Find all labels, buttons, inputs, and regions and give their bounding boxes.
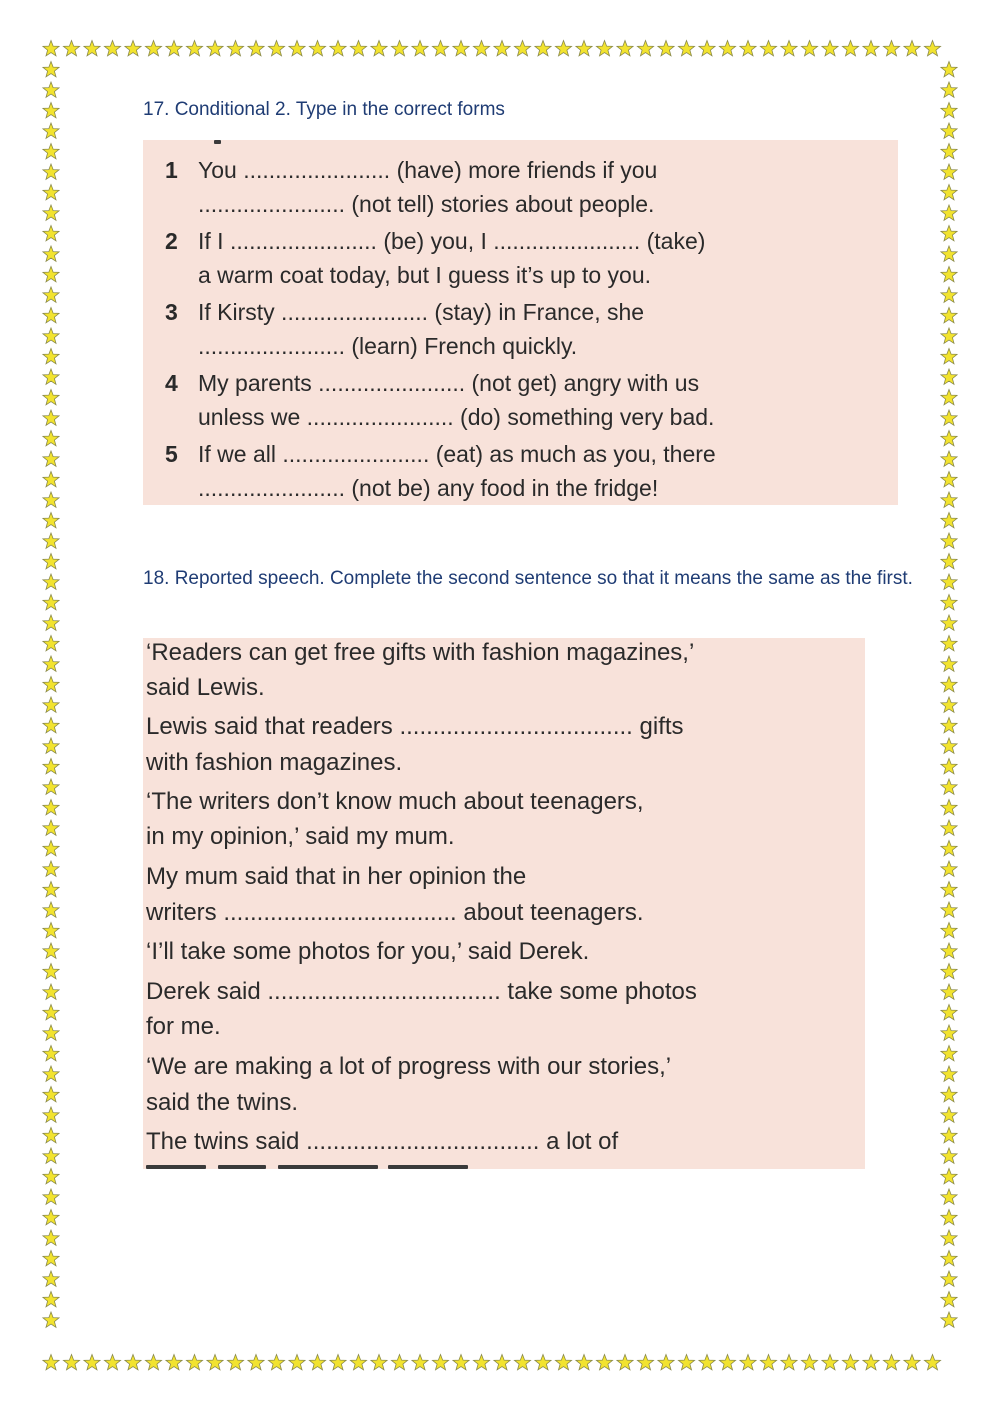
star-icon	[43, 287, 59, 302]
item-number: 2	[165, 228, 178, 254]
star-icon	[43, 718, 59, 733]
star-icon	[145, 41, 161, 56]
star-icon	[43, 472, 59, 487]
star-icon	[43, 1189, 59, 1204]
star-icon	[719, 1355, 735, 1370]
star-icon	[43, 513, 59, 528]
item-line-2: ....................... (not be) any food in the fridge!	[198, 475, 659, 501]
star-icon	[43, 185, 59, 200]
star-icon	[941, 410, 957, 425]
exercise-18-line: The twins said ................................... a lot of	[146, 1128, 619, 1155]
star-icon	[43, 328, 59, 343]
star-icon	[760, 41, 776, 56]
star-icon	[43, 267, 59, 282]
star-icon	[43, 1355, 59, 1370]
item-line-1: If we all ....................... (eat) as much as you, there	[198, 441, 716, 467]
star-icon	[941, 267, 957, 282]
star-icon	[941, 1292, 957, 1307]
exercise-18-line: ‘I’ll take some photos for you,’ said Derek.	[146, 938, 590, 965]
star-icon	[309, 41, 325, 56]
star-border-bottom-icon	[40, 1352, 960, 1374]
star-icon	[801, 41, 817, 56]
exercise-18-line: writers ................................... about teenagers.	[146, 899, 644, 926]
star-icon	[941, 574, 957, 589]
exercise-18-line: with fashion magazines.	[146, 749, 403, 776]
star-icon	[941, 718, 957, 733]
star-icon	[941, 1025, 957, 1040]
star-icon	[904, 1355, 920, 1370]
star-icon	[43, 841, 59, 856]
star-icon	[941, 390, 957, 405]
star-icon	[941, 451, 957, 466]
exercise-18-heading: 18. Reported speech. Complete the second sentence so that it means the same as the first.	[143, 568, 913, 589]
exercise-18-line: said the twins.	[146, 1089, 299, 1116]
star-icon	[941, 82, 957, 97]
star-icon	[43, 984, 59, 999]
star-icon	[43, 390, 59, 405]
star-icon	[883, 41, 899, 56]
exercise-18-line: ‘The writers don’t know much about teenagers,	[146, 788, 644, 815]
star-icon	[43, 1312, 59, 1327]
star-icon	[166, 41, 182, 56]
star-icon	[473, 1355, 489, 1370]
star-icon	[535, 41, 551, 56]
star-icon	[43, 759, 59, 774]
star-icon	[842, 1355, 858, 1370]
star-icon	[924, 1355, 940, 1370]
star-icon	[43, 164, 59, 179]
star-icon	[412, 41, 428, 56]
star-icon	[453, 41, 469, 56]
star-border-right-icon	[938, 60, 960, 1352]
star-icon	[719, 41, 735, 56]
star-icon	[330, 41, 346, 56]
star-icon	[43, 103, 59, 118]
star-icon	[941, 677, 957, 692]
star-icon	[104, 1355, 120, 1370]
star-icon	[941, 308, 957, 323]
star-icon	[941, 1046, 957, 1061]
star-icon	[941, 1312, 957, 1327]
exercise-18-line: My mum said that in her opinion the	[146, 863, 527, 890]
item-number: 1	[165, 157, 178, 183]
star-icon	[941, 1189, 957, 1204]
star-icon	[941, 472, 957, 487]
star-icon	[371, 1355, 387, 1370]
star-icon	[43, 369, 59, 384]
star-icon	[941, 1087, 957, 1102]
star-icon	[699, 41, 715, 56]
exercise-17-heading: 17. Conditional 2. Type in the correct forms	[143, 99, 505, 120]
star-icon	[63, 1355, 79, 1370]
star-icon	[207, 41, 223, 56]
star-icon	[941, 103, 957, 118]
star-icon	[43, 656, 59, 671]
star-icon	[576, 1355, 592, 1370]
star-icon	[43, 1046, 59, 1061]
star-icon	[781, 41, 797, 56]
star-icon	[941, 185, 957, 200]
star-icon	[781, 1355, 797, 1370]
star-icon	[43, 738, 59, 753]
star-icon	[941, 615, 957, 630]
cropped-text-remnant	[388, 1165, 468, 1169]
cropped-text-remnant	[214, 140, 221, 144]
item-line-2: unless we ....................... (do) something very bad.	[198, 404, 715, 430]
star-icon	[941, 349, 957, 364]
star-icon	[43, 349, 59, 364]
star-icon	[596, 41, 612, 56]
star-icon	[453, 1355, 469, 1370]
page-border-top	[40, 38, 960, 60]
exercise-18-line: ‘Readers can get free gifts with fashion magazines,’	[146, 639, 695, 666]
star-icon	[941, 554, 957, 569]
star-icon	[678, 41, 694, 56]
star-icon	[555, 1355, 571, 1370]
star-icon	[309, 1355, 325, 1370]
star-icon	[43, 636, 59, 651]
star-icon	[941, 738, 957, 753]
star-icon	[904, 41, 920, 56]
star-icon	[941, 902, 957, 917]
star-icon	[941, 882, 957, 897]
star-icon	[186, 1355, 202, 1370]
item-number: 3	[165, 299, 178, 325]
star-icon	[43, 1210, 59, 1225]
exercise-17-box	[143, 140, 898, 505]
star-icon	[617, 41, 633, 56]
star-icon	[43, 574, 59, 589]
star-icon	[473, 41, 489, 56]
star-icon	[941, 369, 957, 384]
star-icon	[104, 41, 120, 56]
star-icon	[941, 1107, 957, 1122]
item-line-2: ....................... (learn) French quickly.	[198, 333, 578, 359]
star-icon	[207, 1355, 223, 1370]
star-icon	[43, 554, 59, 569]
star-icon	[941, 205, 957, 220]
star-icon	[43, 1251, 59, 1266]
exercise-18-box	[143, 638, 865, 1169]
page-border-right	[938, 60, 960, 1352]
star-icon	[43, 144, 59, 159]
star-icon	[941, 1005, 957, 1020]
star-icon	[43, 882, 59, 897]
star-icon	[268, 1355, 284, 1370]
star-icon	[432, 1355, 448, 1370]
star-icon	[125, 1355, 141, 1370]
star-icon	[43, 41, 59, 56]
page-border-bottom	[40, 1352, 960, 1374]
star-icon	[941, 800, 957, 815]
star-icon	[883, 1355, 899, 1370]
star-icon	[941, 226, 957, 241]
item-number: 5	[165, 441, 178, 467]
star-icon	[43, 964, 59, 979]
star-icon	[941, 328, 957, 343]
star-icon	[43, 533, 59, 548]
exercise-18-line: ‘We are making a lot of progress with our stories,’	[146, 1053, 672, 1080]
star-icon	[125, 41, 141, 56]
star-icon	[941, 1148, 957, 1163]
star-icon	[145, 1355, 161, 1370]
star-icon	[941, 1210, 957, 1225]
star-icon	[43, 923, 59, 938]
star-icon	[43, 82, 59, 97]
star-icon	[941, 923, 957, 938]
star-icon	[43, 1025, 59, 1040]
star-icon	[166, 1355, 182, 1370]
star-icon	[43, 861, 59, 876]
star-icon	[350, 1355, 366, 1370]
item-line-1: If I ....................... (be) you, I ....................... (take)	[198, 228, 706, 254]
star-icon	[941, 984, 957, 999]
star-icon	[248, 41, 264, 56]
star-icon	[740, 41, 756, 56]
star-icon	[941, 533, 957, 548]
item-line-2: ....................... (not tell) stories about people.	[198, 191, 655, 217]
star-icon	[43, 226, 59, 241]
star-icon	[941, 123, 957, 138]
cropped-text-remnant	[218, 1165, 266, 1169]
star-icon	[637, 41, 653, 56]
star-icon	[43, 410, 59, 425]
star-icon	[43, 1230, 59, 1245]
star-icon	[371, 41, 387, 56]
star-border-left-icon	[40, 60, 62, 1352]
star-icon	[289, 41, 305, 56]
star-icon	[535, 1355, 551, 1370]
star-icon	[555, 41, 571, 56]
star-icon	[43, 820, 59, 835]
star-icon	[43, 62, 59, 77]
item-line-1: My parents ....................... (not get) angry with us	[198, 370, 700, 396]
star-border-top-icon	[40, 38, 960, 60]
star-icon	[941, 62, 957, 77]
star-icon	[330, 1355, 346, 1370]
star-icon	[43, 1087, 59, 1102]
star-icon	[43, 205, 59, 220]
star-icon	[699, 1355, 715, 1370]
star-icon	[289, 1355, 305, 1370]
star-icon	[941, 636, 957, 651]
star-icon	[596, 1355, 612, 1370]
star-icon	[494, 41, 510, 56]
star-icon	[514, 41, 530, 56]
star-icon	[842, 41, 858, 56]
star-icon	[43, 451, 59, 466]
star-icon	[43, 123, 59, 138]
star-icon	[43, 595, 59, 610]
star-icon	[43, 1148, 59, 1163]
exercise-18-line: said Lewis.	[146, 674, 265, 701]
star-icon	[760, 1355, 776, 1370]
star-icon	[941, 1230, 957, 1245]
star-icon	[941, 841, 957, 856]
star-icon	[227, 1355, 243, 1370]
star-icon	[432, 41, 448, 56]
star-icon	[941, 164, 957, 179]
cropped-text-remnant	[146, 1165, 206, 1169]
star-icon	[617, 1355, 633, 1370]
star-icon	[941, 492, 957, 507]
cropped-text-remnant	[278, 1165, 378, 1169]
exercise-18-line: Derek said ................................... take some photos	[146, 978, 697, 1005]
star-icon	[43, 246, 59, 261]
star-icon	[941, 820, 957, 835]
star-icon	[248, 1355, 264, 1370]
star-icon	[43, 308, 59, 323]
star-icon	[941, 1271, 957, 1286]
star-icon	[941, 1128, 957, 1143]
item-line-2: a warm coat today, but I guess it’s up to you.	[198, 262, 652, 288]
star-icon	[84, 1355, 100, 1370]
exercise-18-line: in my opinion,’ said my mum.	[146, 823, 455, 850]
star-icon	[43, 1271, 59, 1286]
star-icon	[350, 41, 366, 56]
star-icon	[924, 41, 940, 56]
star-icon	[941, 656, 957, 671]
star-icon	[941, 144, 957, 159]
star-icon	[43, 779, 59, 794]
star-icon	[186, 41, 202, 56]
star-icon	[43, 1066, 59, 1081]
star-icon	[941, 287, 957, 302]
star-icon	[941, 1066, 957, 1081]
star-icon	[43, 697, 59, 712]
star-icon	[941, 779, 957, 794]
star-icon	[941, 861, 957, 876]
exercise-18-line: Lewis said that readers ................................... gifts	[146, 713, 684, 740]
item-line-1: You ....................... (have) more friends if you	[198, 157, 658, 183]
star-icon	[941, 759, 957, 774]
star-icon	[268, 41, 284, 56]
star-icon	[43, 677, 59, 692]
star-icon	[43, 431, 59, 446]
star-icon	[43, 1128, 59, 1143]
star-icon	[576, 41, 592, 56]
star-icon	[658, 41, 674, 56]
star-icon	[514, 1355, 530, 1370]
star-icon	[43, 902, 59, 917]
star-icon	[941, 1251, 957, 1266]
star-icon	[740, 1355, 756, 1370]
star-icon	[863, 41, 879, 56]
star-icon	[84, 41, 100, 56]
star-icon	[43, 943, 59, 958]
exercise-18-line: for me.	[146, 1013, 221, 1040]
star-icon	[412, 1355, 428, 1370]
star-icon	[43, 800, 59, 815]
item-line-1: If Kirsty ....................... (stay) in France, she	[198, 299, 645, 325]
star-icon	[941, 431, 957, 446]
star-icon	[391, 41, 407, 56]
star-icon	[941, 595, 957, 610]
star-icon	[43, 1169, 59, 1184]
star-icon	[43, 1292, 59, 1307]
star-icon	[43, 615, 59, 630]
star-icon	[822, 41, 838, 56]
star-icon	[637, 1355, 653, 1370]
star-icon	[941, 964, 957, 979]
star-icon	[941, 513, 957, 528]
page-border-left	[40, 60, 62, 1352]
star-icon	[801, 1355, 817, 1370]
star-icon	[63, 41, 79, 56]
star-icon	[227, 41, 243, 56]
star-icon	[941, 697, 957, 712]
star-icon	[43, 1107, 59, 1122]
star-icon	[494, 1355, 510, 1370]
item-number: 4	[165, 370, 178, 396]
star-icon	[43, 492, 59, 507]
star-icon	[391, 1355, 407, 1370]
star-icon	[678, 1355, 694, 1370]
star-icon	[658, 1355, 674, 1370]
star-icon	[941, 1169, 957, 1184]
star-icon	[941, 246, 957, 261]
star-icon	[43, 1005, 59, 1020]
star-icon	[822, 1355, 838, 1370]
star-icon	[863, 1355, 879, 1370]
star-icon	[941, 943, 957, 958]
